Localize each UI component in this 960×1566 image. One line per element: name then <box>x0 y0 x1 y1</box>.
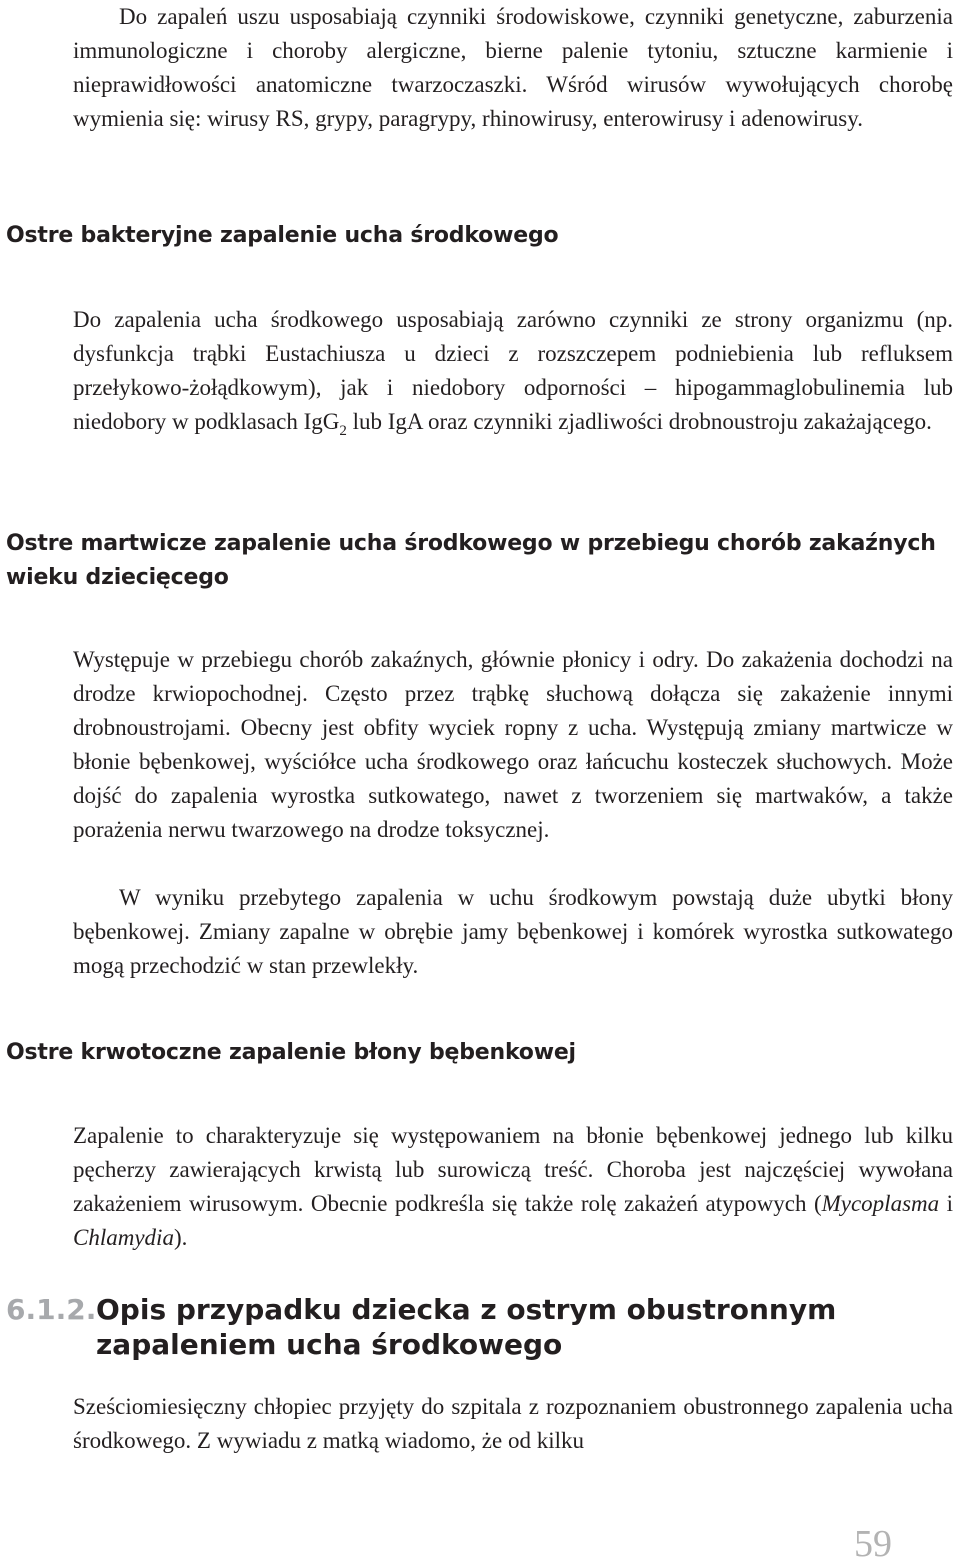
heading-bacterial: Ostre bakteryjne zapalenie ucha środkowego <box>6 223 559 248</box>
page-number: 59 <box>854 1523 892 1565</box>
section-title: Opis przypadku dziecka z ostrym obustronnym zapaleniem ucha środkowego <box>96 1293 837 1361</box>
chlamydia-term: Chlamydia <box>73 1225 174 1250</box>
mycoplasma-term: Mycoplasma <box>821 1191 940 1216</box>
hemorrhagic-connector: i <box>939 1191 954 1216</box>
igg-subscript: 2 <box>339 423 347 439</box>
intro-paragraph: Do zapaleń uszu usposabiają czynniki środowiskowe, czynniki genetyczne, zaburzenia immunologiczne i choroby alergiczne, bierne palenie tytoniu, sztuczne karmienie i nieprawidłowości anatomiczne twarzoczaszki. Wśród wirusów wywołujących chorobę wymienia się: wirusy RS, grypy, paragrypy, rhinowirusy, enterowirusy i adenowirusy. <box>73 4 953 131</box>
necrotic-paragraph-1: Występuje w przebiegu chorób zakaźnych, głównie płonicy i odry. Do zakażenia dochodzi na drodze krwiopochodnej. Często przez trąbkę słuchową dołącza się zakażenie innymi drobnoustrojami. Obecny jest obfity wyciek ropny z ucha. Występują zmiany martwicze w błonie bębenkowej, wyściółce ucha środkowego oraz łańcuchu kosteczek słuchowych. Może dojść do zapalenia wyrostka sutkowatego, nawet z tworzeniem się martwaków, a także porażenia nerwu twarzowego na drodze toksycznej. <box>73 647 953 842</box>
bacterial-text-end: lub IgA oraz czynniki zjadliwości drobnoustroju zakażającego. <box>346 409 932 434</box>
heading-necrotic: Ostre martwicze zapalenie ucha środkowego w przebiegu chorób zakaźnych wieku dziecięcego <box>6 531 936 590</box>
bacterial-paragraph <box>73 303 953 439</box>
hemorrhagic-text-end: ). <box>173 1225 188 1250</box>
heading-hemorrhagic: Ostre krwotoczne zapalenie błony bębenkowej <box>6 1040 576 1065</box>
hemorrhagic-text-main: Zapalenie to charakteryzuje się występowaniem na błonie bębenkowej jednego lub kilku pęcherzy zawierających krwistą lub surowiczą treść. Choroba jest najczęściej wywołana zakażeniem wirusowym. Obecnie podkreśla się także rolę zakażeń atypowych ( <box>73 1123 953 1216</box>
hemorrhagic-paragraph <box>73 1119 953 1255</box>
section-number: 6.1.2. <box>6 1293 97 1326</box>
necrotic-paragraph-2: W wyniku przebytego zapalenia w uchu środkowym powstają duże ubytki błony bębenkowej. Zmiany zapalne w obrębie jamy bębenkowej i komórek wyrostka sutkowatego mogą przechodzić w stan przewlekły. <box>73 885 953 978</box>
bacterial-text-main: Do zapalenia ucha środkowego usposabiają zarówno czynniki ze strony organizmu (np. dysfunkcja trąbki Eustachiusza u dzieci z rozszczepem podniebienia lub refluksem przełykowo-żołądkowym), jak i niedobory odporności – hipogammaglobulinemia lub niedobory w podklasach IgG <box>73 307 953 434</box>
case-paragraph: Sześciomiesięczny chłopiec przyjęty do szpitala z rozpoznaniem obustronnego zapalenia ucha środkowego. Z wywiadu z matką wiadomo, że od kilku <box>73 1394 953 1453</box>
